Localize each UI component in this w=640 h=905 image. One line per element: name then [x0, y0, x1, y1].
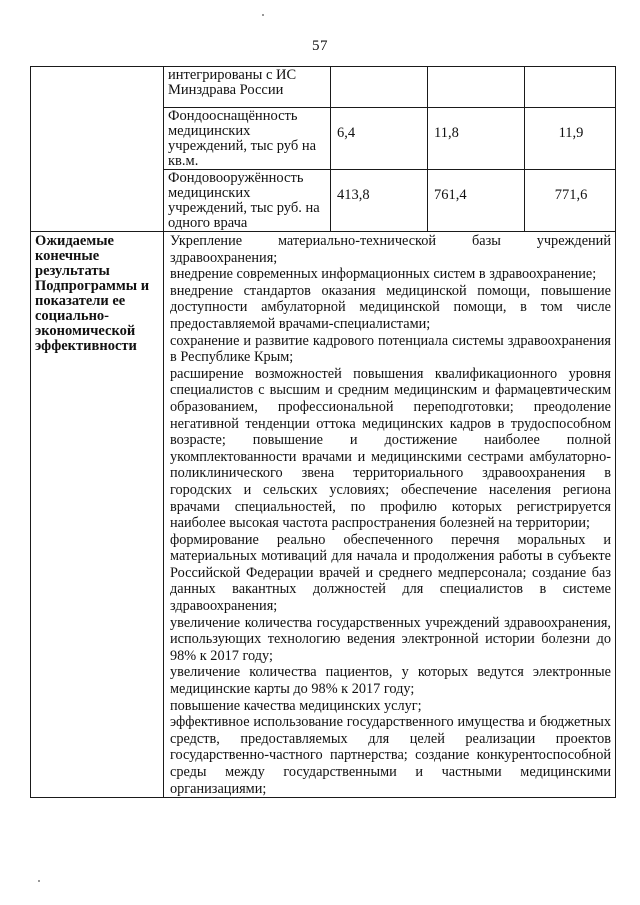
result-paragraph: увеличение количества пациентов, у которых ведутся электронные медицинские карты до 98% к 2017 году;: [170, 664, 611, 698]
result-paragraph: сохранение и развитие кадрового потенциала системы здравоохранения в Республике Крым;: [170, 332, 611, 366]
value-cell: 761,4: [428, 170, 525, 232]
table-row: [31, 67, 616, 108]
indicator-name: Фондооснащённость медицинских учреждений, тыс руб на кв.м.: [164, 108, 331, 170]
value-cell: [331, 67, 428, 108]
value-cell: 11,9: [525, 108, 616, 170]
value-cell: 413,8: [331, 170, 428, 232]
indicator-name: Фондовооружённость медицинских учреждений, тыс руб. на одного врача: [164, 170, 331, 232]
result-paragraph: внедрение современных информационных систем в здравоохранение;: [170, 266, 597, 283]
value-cell: [428, 67, 525, 108]
indicator-name: интегрированы с ИС Минздрава России: [164, 67, 331, 108]
section-title: Ожидаемые конечные результаты Подпрограммы и показатели ее социально-экономической эффективности: [31, 232, 164, 798]
table-row: [31, 232, 616, 798]
result-paragraph: внедрение стандартов оказания медицинской помощи, повышение доступности амбулаторной медицинской помощи, в том числе предоставляемой врачами-специалистами;: [170, 282, 611, 332]
value-cell: 11,8: [428, 108, 525, 170]
scan-speck: [262, 14, 264, 16]
value-cell: [525, 67, 616, 108]
program-table: [30, 66, 616, 798]
expected-results: [164, 232, 616, 798]
result-paragraph: эффективное использование государственного имущества и бюджетных средств, предоставляемых для целей реализации проектов государственно-частного партнерства; создание конкурентоспособной среды между государственными и частными медицинскими организациями;: [170, 714, 611, 797]
result-paragraph: расширение возможностей повышения квалификационного уровня специалистов с высшим и средним медицинским и фармацевтическим образованием, профессиональной переподготовки; преодоление негативной тенденции оттока медицинских кадров в трудоспособном возрасте; повышение и достижение наиболее полной укомплектованности врачами и медицинскими сестрами амбулаторно-поликлинического звена территориального здравоохранения в городских и сельских условиях; обеспечение населения региона врачами специальностей, по профилю которых регистрируется наиболее высокая частота распространения болезней на территории;: [170, 365, 611, 532]
page-number: 57: [312, 38, 328, 54]
value-cell: 6,4: [331, 108, 428, 170]
empty-label-cell: [31, 67, 164, 232]
result-paragraph: формирование реально обеспеченного перечня моральных и материальных мотиваций для начала и продолжения работы в субъекте Российской Федерации врачей и среднего медперсонала; создание баз данных вакантных должностей для специалистов в системе здравоохранения;: [170, 531, 611, 615]
value-cell: 771,6: [525, 170, 616, 232]
scan-speck: [38, 880, 40, 882]
result-paragraph: Укрепление материально-технической базы учреждений здравоохранения;: [170, 233, 611, 266]
result-paragraph: повышение качества медицинских услуг;: [170, 697, 422, 714]
result-paragraph: увеличение количества государственных учреждений здравоохранения, использующих технологию ведения электронной истории болезни до 98% к 2017 году;: [170, 614, 611, 664]
